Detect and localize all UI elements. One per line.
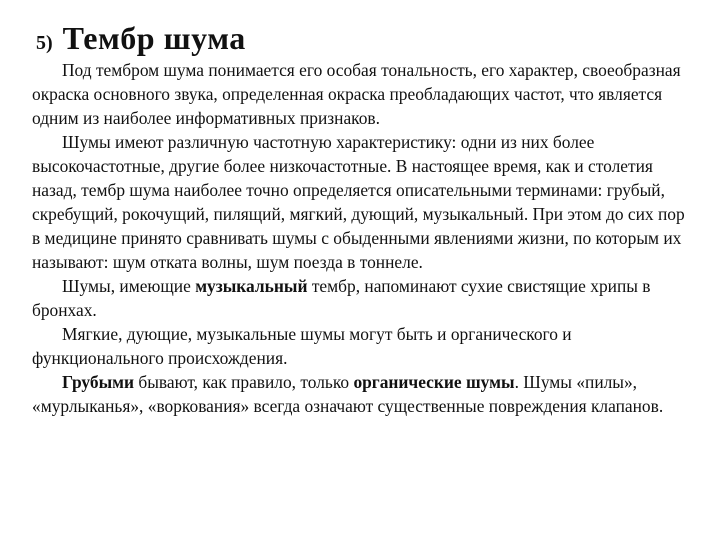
paragraph-musical-timbre	[32, 274, 692, 322]
paragraph-rough-text-after: . Шумы «пилы», «мурлыканья», «воркования» всегда означают существенные повреждения клапанов.	[32, 372, 664, 416]
heading-title: Тембр шума	[62, 20, 246, 56]
heading-number: 5)	[36, 32, 53, 54]
paragraph-rough-text-middle: бывают, как правило, только	[134, 372, 354, 392]
paragraph-rough-murmurs	[32, 370, 692, 418]
paragraph-frequency-characteristics: Шумы имеют различную частотную характеристику: одни из них более высокочастотные, другие более низкочастотные. В настоящее время, как и столетия назад, тембр шума наиболее точно определяется описательными терминами: грубый, скребущий, рокочущий, пилящий, мягкий, дующий, музыкальный. При этом до сих пор в медицине принято сравнивать шумы с обыденными явлениями жизни, по которым их называют: шум отката волны, шум поезда в тоннеле.	[32, 132, 685, 272]
paragraph-timbre-definition: Под тембром шума понимается его особая тональность, его характер, своеобразная окраска основного звука, определенная окраска преобладающих частот, что является одним из наиболее информативных признаков.	[32, 60, 681, 128]
paragraph-musical-text-after: тембр, напоминают сухие свистящие хрипы в бронхах.	[32, 276, 651, 320]
paragraph-musical-emphasis: музыкальный	[195, 276, 308, 296]
paragraph-musical-text-before: Шумы, имеющие	[62, 276, 196, 296]
paragraph-soft-murmurs: Мягкие, дующие, музыкальные шумы могут быть и органического и функционального происхождения.	[32, 324, 572, 368]
body-text	[32, 58, 692, 418]
paragraph-rough-emphasis: Грубыми	[62, 372, 135, 392]
paragraph-organic-emphasis: органические шумы	[353, 372, 515, 392]
slide-heading	[36, 20, 246, 57]
